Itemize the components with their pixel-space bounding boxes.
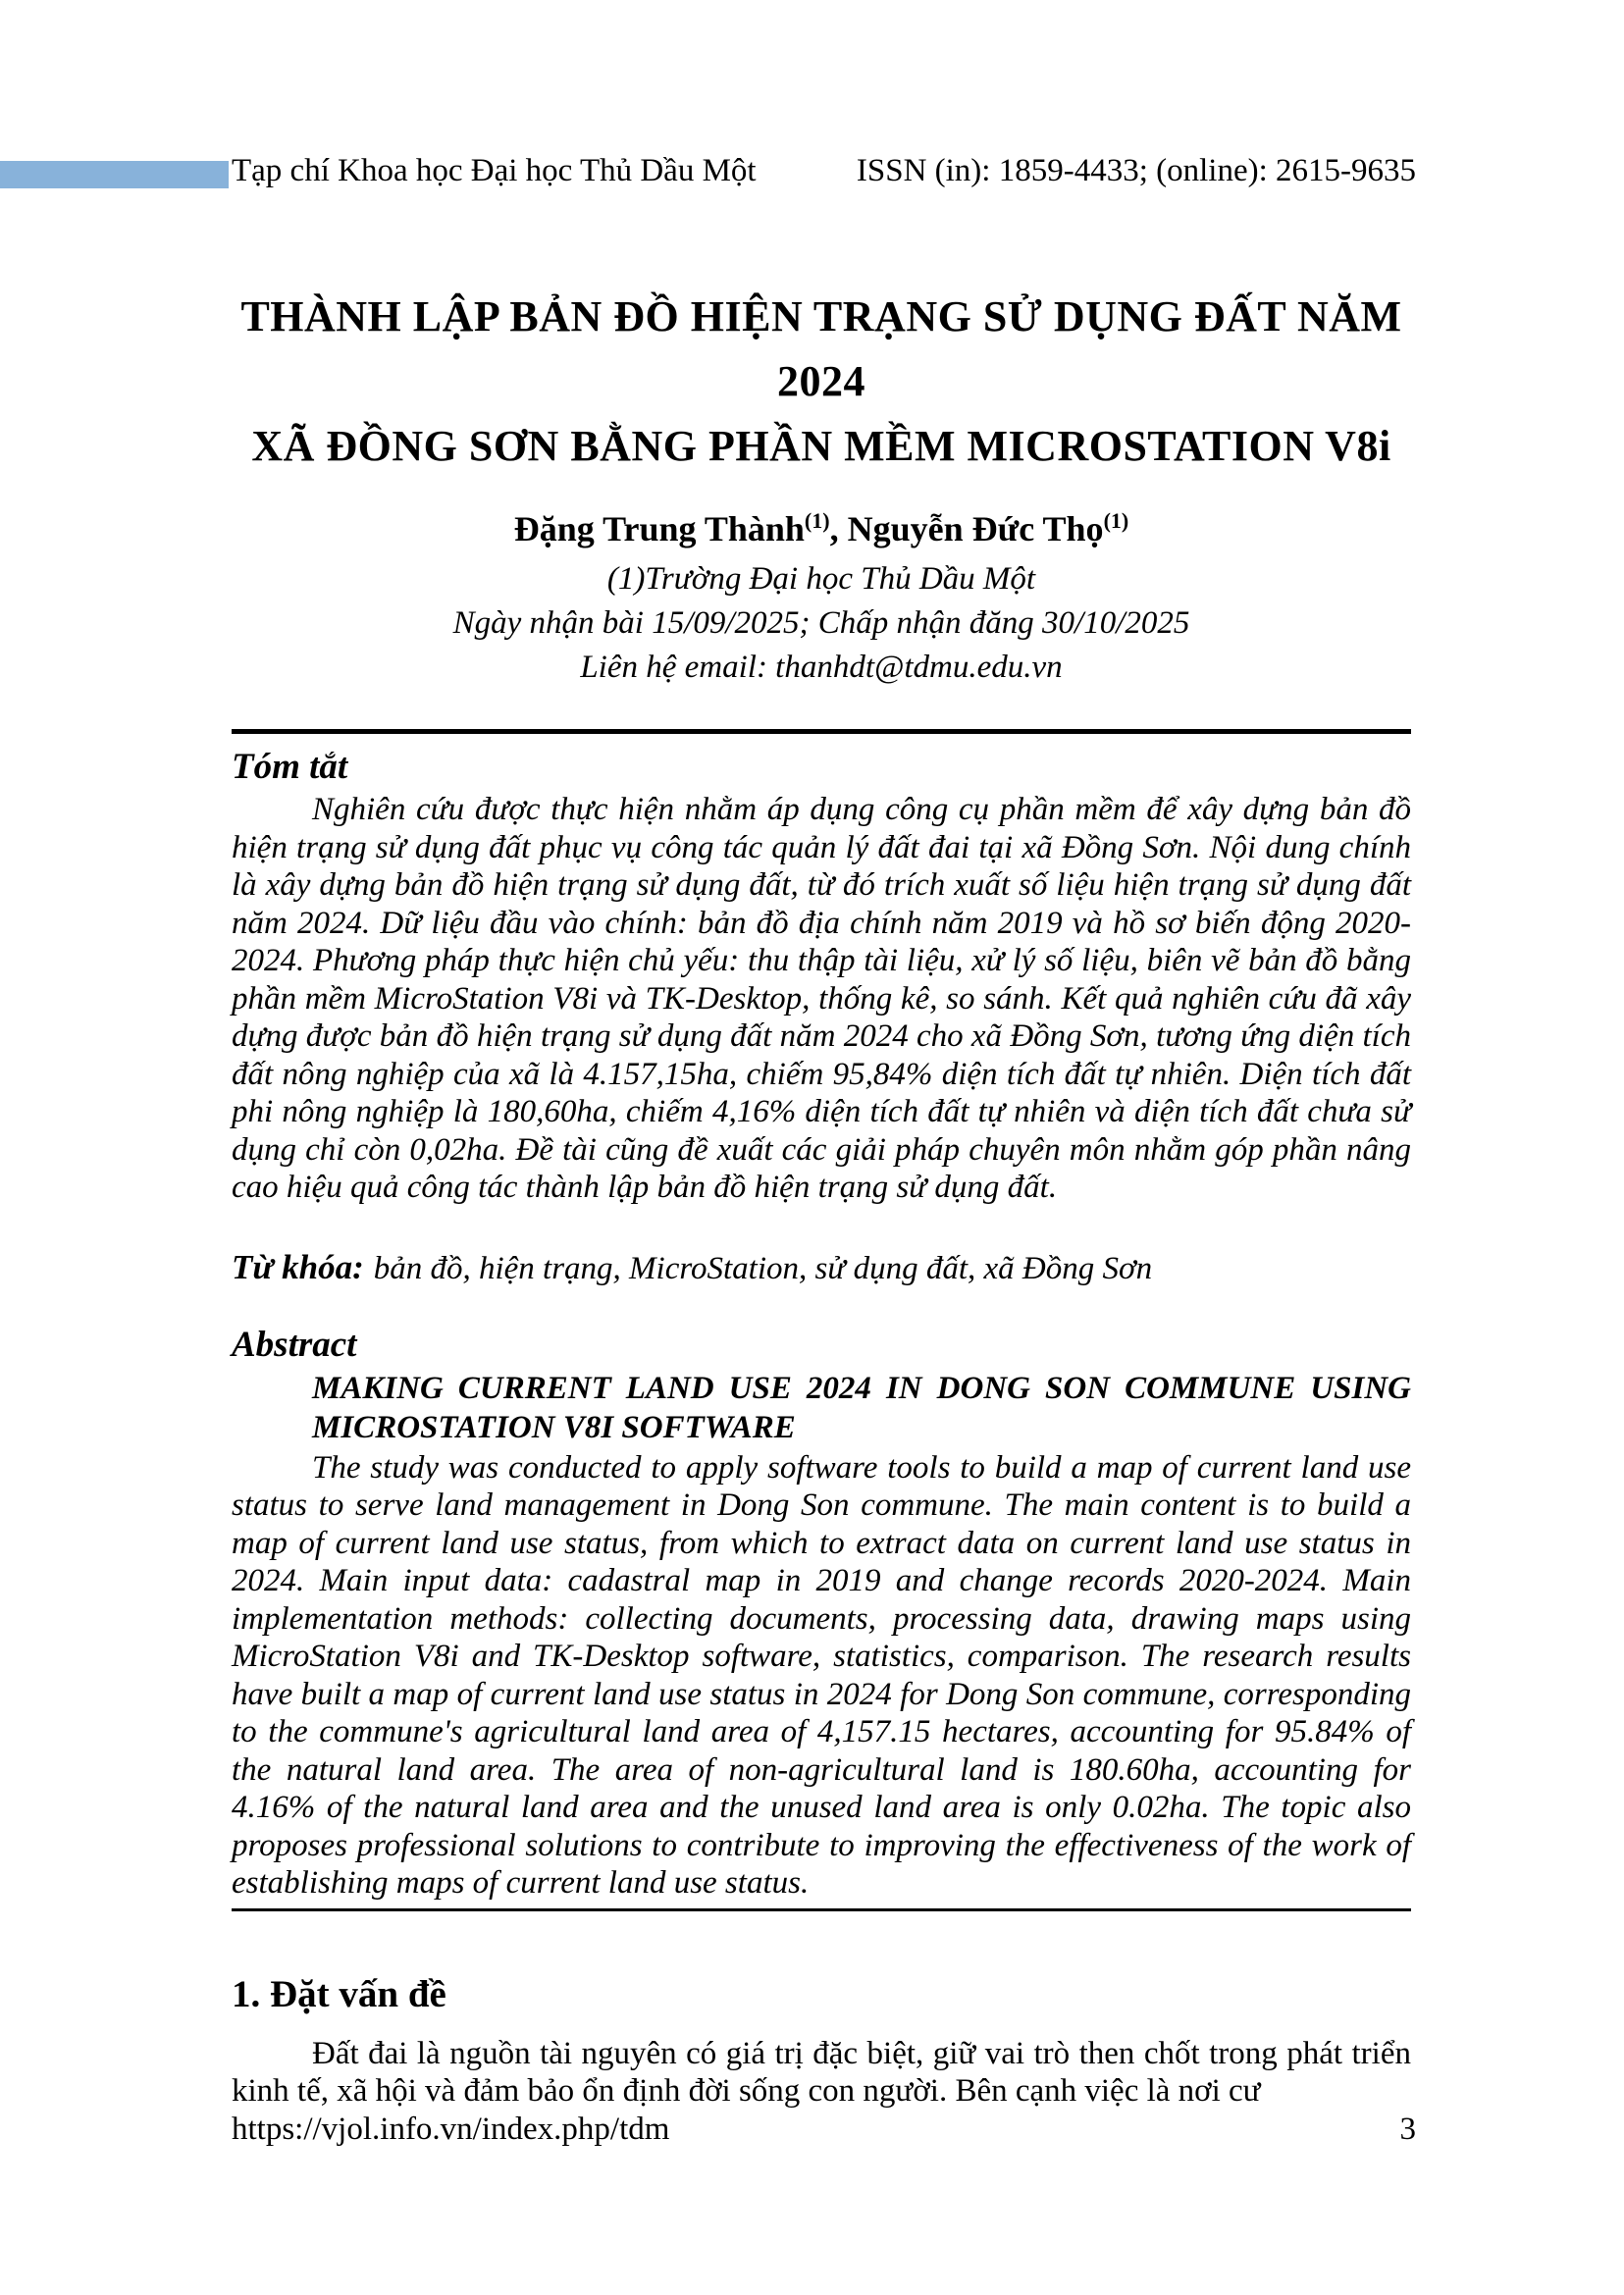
author-2-affiliation-mark: (1): [1103, 508, 1129, 533]
article-title-line1: THÀNH LẬP BẢN ĐỒ HIỆN TRẠNG SỬ DỤNG ĐẤT NĂM 2024: [240, 292, 1402, 405]
article-content: [232, 285, 1411, 2111]
article-title: [232, 285, 1411, 479]
abstract-heading: Abstract: [232, 1324, 357, 1365]
author-1-affiliation-mark: (1): [804, 508, 830, 533]
authors-separator: ,: [829, 509, 848, 548]
author-2: Nguyễn Đức Thọ: [847, 509, 1104, 548]
keywords-line: [232, 1248, 1411, 1288]
issn-text: ISSN (in): 1859-4433; (online): 2615-9635: [856, 153, 1416, 188]
tomtat-heading: Tóm tắt: [232, 747, 348, 787]
author-1: Đặng Trung Thành: [513, 509, 805, 548]
section-1-paragraph: Đất đai là nguồn tài nguyên có giá trị đặc biệt, giữ vai trò then chốt trong phát triển kinh tế, xã hội và đảm bảo ổn định đời sống con người. Bên cạnh việc là nơi cư: [232, 2035, 1411, 2109]
tomtat-body: Nghiên cứu được thực hiện nhằm áp dụng công cụ phần mềm để xây dựng bản đồ hiện trạng sử dụng đất phục vụ công tác quản lý đất đai tại xã Đồng Sơn. Nội dung chính là xây dựng bản đồ hiện trạng sử dụng đất, từ đó trích xuất số liệu hiện trạng sử dụng đất năm 2024. Dữ liệu đầu vào chính: bản đồ địa chính năm 2019 và hồ sơ biến động 2020-2024. Phương pháp thực hiện chủ yếu: thu thập tài liệu, xử lý số liệu, biên vẽ bản đồ bằng phần mềm MicroStation V8i và TK-Desktop, thống kê, so sánh. Kết quả nghiên cứu đã xây dựng được bản đồ hiện trạng sử dụng đất năm 2024 cho xã Đồng Sơn, tương ứng diện tích đất nông nghiệp của xã là 4.157,15ha, chiếm 95,84% diện tích đất tự nhiên. Diện tích đất phi nông nghiệp là 180,60ha, chiếm 4,16% diện tích đất tự nhiên và diện tích đất chưa sử dụng chỉ còn 0,02ha. Đề tài cũng đề xuất các giải pháp chuyên môn nhằm góp phần nâng cao hiệu quả công tác thành lập bản đồ hiện trạng sử dụng đất.: [232, 792, 1411, 1205]
affiliation-line: (1)Trường Đại học Thủ Dầu Một: [606, 561, 1036, 597]
abstract-english-title: MAKING CURRENT LAND USE 2024 IN DONG SON COMMUNE USING MICROSTATION V8I SOFTWARE: [312, 1370, 1411, 1445]
authors-line: [232, 508, 1411, 549]
keywords-body: bản đồ, hiện trạng, MicroStation, sử dụng đất, xã Đồng Sơn: [373, 1250, 1153, 1286]
page-footer: [232, 2108, 1416, 2151]
section-1-heading: 1. Đặt vấn đề: [232, 1972, 446, 2015]
article-title-line2: XÃ ĐỒNG SƠN BẰNG PHẦN MỀM MICROSTATION V8i: [251, 422, 1391, 470]
contact-email-line: Liên hệ email: thanhdt@tdmu.edu.vn: [580, 650, 1063, 685]
footer-url: https://vjol.info.vn/index.php/tdm: [232, 2112, 670, 2147]
page-number: 3: [1399, 2112, 1416, 2147]
dates-line: Ngày nhận bài 15/09/2025; Chấp nhận đăng 30/10/2025: [452, 605, 1190, 641]
journal-name: Tạp chí Khoa học Đại học Thủ Dầu Một: [232, 153, 757, 188]
top-divider: [232, 729, 1411, 734]
keywords-label: Từ khóa:: [232, 1247, 364, 1286]
page-header: [232, 149, 1416, 192]
abstract-body: The study was conducted to apply software tools to build a map of current land use status to serve land management in Dong Son commune. The main content is to build a map of current land use status, from which to extract data on current land use status in 2024. Main input data: cadastral map in 2019 and change records 2020-2024. Main implementation methods: collecting documents, processing data, drawing maps using MicroStation V8i and TK-Desktop software, statistics, comparison. The research results have built a map of current land use status in 2024 for Dong Son commune, corresponding to the commune's agricultural land area of 4,157.15 hectares, accounting for 95.84% of the natural land area. The area of non-agricultural land is 180.60ha, accounting for 4.16% of the natural land area and the unused land area is only 0.02ha. The topic also proposes professional solutions to contribute to improving the effectiveness of the work of establishing maps of current land use status.: [232, 1449, 1411, 1901]
header-accent-bar: [0, 161, 229, 188]
bottom-divider: [232, 1908, 1411, 1911]
